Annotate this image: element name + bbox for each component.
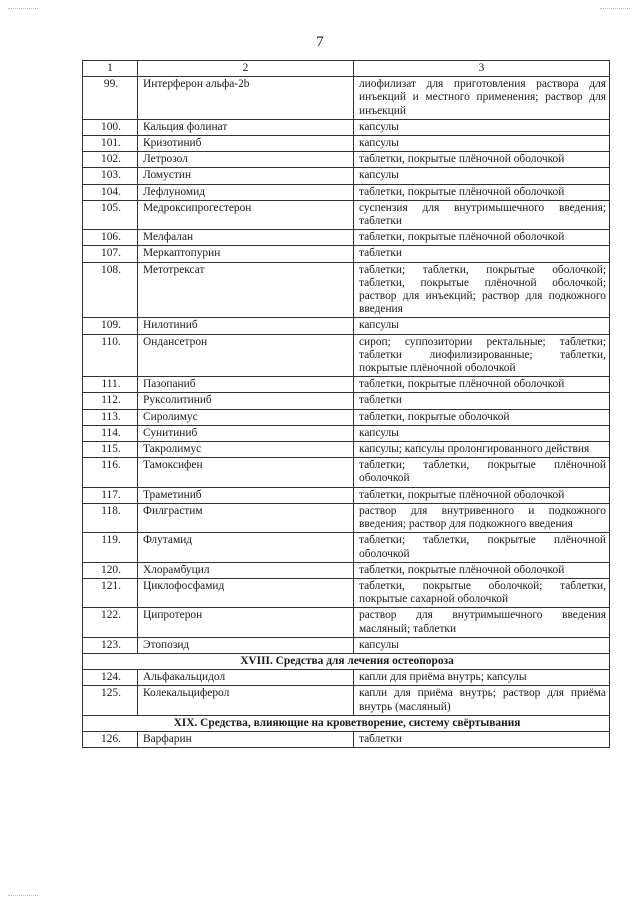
- dosage-form: таблетки; таблетки, покрытые плёночной оболочкой: [354, 533, 610, 562]
- column-header-number: 1: [83, 61, 138, 77]
- page-number: 7: [316, 34, 324, 50]
- row-number: 108.: [83, 262, 138, 318]
- row-number: 121.: [83, 578, 138, 607]
- dosage-form: капсулы: [354, 637, 610, 653]
- section-title: XVIII. Средства для лечения остеопороза: [83, 653, 610, 669]
- table-row: [83, 168, 610, 184]
- drug-name: Пазопаниб: [138, 377, 354, 393]
- table-row: [83, 377, 610, 393]
- table-row: [83, 119, 610, 135]
- table-row: [83, 230, 610, 246]
- drug-name: Траметиниб: [138, 487, 354, 503]
- table-row: [83, 487, 610, 503]
- scan-mark-top-left: [8, 8, 38, 9]
- dosage-form: таблетки, покрытые плёночной оболочкой: [354, 487, 610, 503]
- table-row: [83, 246, 610, 262]
- drug-name: Ципротерон: [138, 608, 354, 637]
- table-row: [83, 608, 610, 637]
- dosage-form: капсулы; капсулы пролонгированного действия: [354, 442, 610, 458]
- row-number: 110.: [83, 334, 138, 377]
- row-number: 105.: [83, 200, 138, 229]
- table-row: [83, 184, 610, 200]
- dosage-form: таблетки, покрытые оболочкой: [354, 409, 610, 425]
- table-header-row: [83, 61, 610, 77]
- dosage-form: таблетки: [354, 393, 610, 409]
- row-number: 100.: [83, 119, 138, 135]
- row-number: 125.: [83, 686, 138, 715]
- dosage-form: капсулы: [354, 168, 610, 184]
- drug-name: Ломустин: [138, 168, 354, 184]
- dosage-form: таблетки, покрытые плёночной оболочкой: [354, 377, 610, 393]
- dosage-form: капсулы: [354, 136, 610, 152]
- table-row: [83, 334, 610, 377]
- drug-name: Колекальциферол: [138, 686, 354, 715]
- drug-name: Альфакальцидол: [138, 670, 354, 686]
- table-row: [83, 393, 610, 409]
- row-number: 122.: [83, 608, 138, 637]
- drug-name: Варфарин: [138, 731, 354, 747]
- row-number: 111.: [83, 377, 138, 393]
- row-number: 99.: [83, 77, 138, 120]
- drug-name: Такролимус: [138, 442, 354, 458]
- dosage-form: капли для приёма внутрь; раствор для приёма внутрь (масляный): [354, 686, 610, 715]
- row-number: 118.: [83, 503, 138, 532]
- table-row: [83, 670, 610, 686]
- scan-mark-top-right: [600, 8, 630, 9]
- table-row: [83, 318, 610, 334]
- drug-name: Хлорамбуцил: [138, 562, 354, 578]
- drug-name: Ондансетрон: [138, 334, 354, 377]
- dosage-form: капли для приёма внутрь; капсулы: [354, 670, 610, 686]
- table-row: [83, 686, 610, 715]
- table-row: [83, 77, 610, 120]
- drug-name: Летрозол: [138, 152, 354, 168]
- table-row: [83, 442, 610, 458]
- dosage-form: лиофилизат для приготовления раствора для инъекций и местного применения; раствор для инъекций: [354, 77, 610, 120]
- drug-name: Этопозид: [138, 637, 354, 653]
- row-number: 119.: [83, 533, 138, 562]
- drug-name: Мелфалан: [138, 230, 354, 246]
- dosage-form: таблетки; таблетки, покрытые плёночной оболочкой: [354, 458, 610, 487]
- row-number: 112.: [83, 393, 138, 409]
- row-number: 104.: [83, 184, 138, 200]
- table-row: [83, 200, 610, 229]
- dosage-form: таблетки: [354, 246, 610, 262]
- drug-name: Нилотиниб: [138, 318, 354, 334]
- dosage-form: капсулы: [354, 119, 610, 135]
- dosage-form: таблетки, покрытые плёночной оболочкой: [354, 562, 610, 578]
- table-row: [83, 425, 610, 441]
- dosage-form: таблетки: [354, 731, 610, 747]
- dosage-form: суспензия для внутримышечного введения; таблетки: [354, 200, 610, 229]
- row-number: 117.: [83, 487, 138, 503]
- drug-name: Тамоксифен: [138, 458, 354, 487]
- table-row: [83, 152, 610, 168]
- section-title: XIX. Средства, влияющие на кроветворение, систему свёртывания: [83, 715, 610, 731]
- drug-name: Интерферон альфа-2b: [138, 77, 354, 120]
- row-number: 103.: [83, 168, 138, 184]
- dosage-form: таблетки, покрытые оболочкой; таблетки, покрытые сахарной оболочкой: [354, 578, 610, 607]
- scan-mark-bottom-left: [8, 895, 38, 896]
- dosage-form: таблетки, покрытые плёночной оболочкой: [354, 230, 610, 246]
- drug-name: Медроксипрогестерон: [138, 200, 354, 229]
- drug-name: Метотрексат: [138, 262, 354, 318]
- row-number: 126.: [83, 731, 138, 747]
- table-row: [83, 731, 610, 747]
- row-number: 101.: [83, 136, 138, 152]
- dosage-form: таблетки, покрытые плёночной оболочкой: [354, 152, 610, 168]
- table-row: [83, 637, 610, 653]
- table-row: [83, 533, 610, 562]
- table-row: [83, 458, 610, 487]
- row-number: 106.: [83, 230, 138, 246]
- dosage-form: капсулы: [354, 318, 610, 334]
- row-number: 109.: [83, 318, 138, 334]
- section-header-row: [83, 653, 610, 669]
- row-number: 120.: [83, 562, 138, 578]
- drug-name: Меркаптопурин: [138, 246, 354, 262]
- row-number: 102.: [83, 152, 138, 168]
- table-row: [83, 136, 610, 152]
- drug-name: Кризотиниб: [138, 136, 354, 152]
- table-row: [83, 409, 610, 425]
- dosage-form: раствор для внутривенного и подкожного введения; раствор для подкожного введения: [354, 503, 610, 532]
- dosage-form: таблетки; таблетки, покрытые оболочкой; таблетки, покрытые плёночной оболочкой; раствор для инъекций; раствор для подкожного введения: [354, 262, 610, 318]
- drug-name: Циклофосфамид: [138, 578, 354, 607]
- dosage-form: таблетки, покрытые плёночной оболочкой: [354, 184, 610, 200]
- table-body: [83, 77, 610, 748]
- drug-name: Сиролимус: [138, 409, 354, 425]
- table-row: [83, 562, 610, 578]
- dosage-form: сироп; суппозитории ректальные; таблетки; таблетки лиофилизированные; таблетки, покрытые плёночной оболочкой: [354, 334, 610, 377]
- column-header-name: 2: [138, 61, 354, 77]
- row-number: 124.: [83, 670, 138, 686]
- row-number: 113.: [83, 409, 138, 425]
- drug-name: Сунитиниб: [138, 425, 354, 441]
- dosage-form: капсулы: [354, 425, 610, 441]
- section-header-row: [83, 715, 610, 731]
- column-header-form: 3: [354, 61, 610, 77]
- row-number: 114.: [83, 425, 138, 441]
- drug-name: Флутамид: [138, 533, 354, 562]
- row-number: 116.: [83, 458, 138, 487]
- medication-table: [82, 60, 610, 748]
- row-number: 123.: [83, 637, 138, 653]
- drug-name: Лефлуномид: [138, 184, 354, 200]
- table-row: [83, 262, 610, 318]
- dosage-form: раствор для внутримышечного введения масляный; таблетки: [354, 608, 610, 637]
- drug-name: Руксолитиниб: [138, 393, 354, 409]
- row-number: 115.: [83, 442, 138, 458]
- drug-name: Кальция фолинат: [138, 119, 354, 135]
- drug-name: Филграстим: [138, 503, 354, 532]
- table-row: [83, 503, 610, 532]
- table-row: [83, 578, 610, 607]
- row-number: 107.: [83, 246, 138, 262]
